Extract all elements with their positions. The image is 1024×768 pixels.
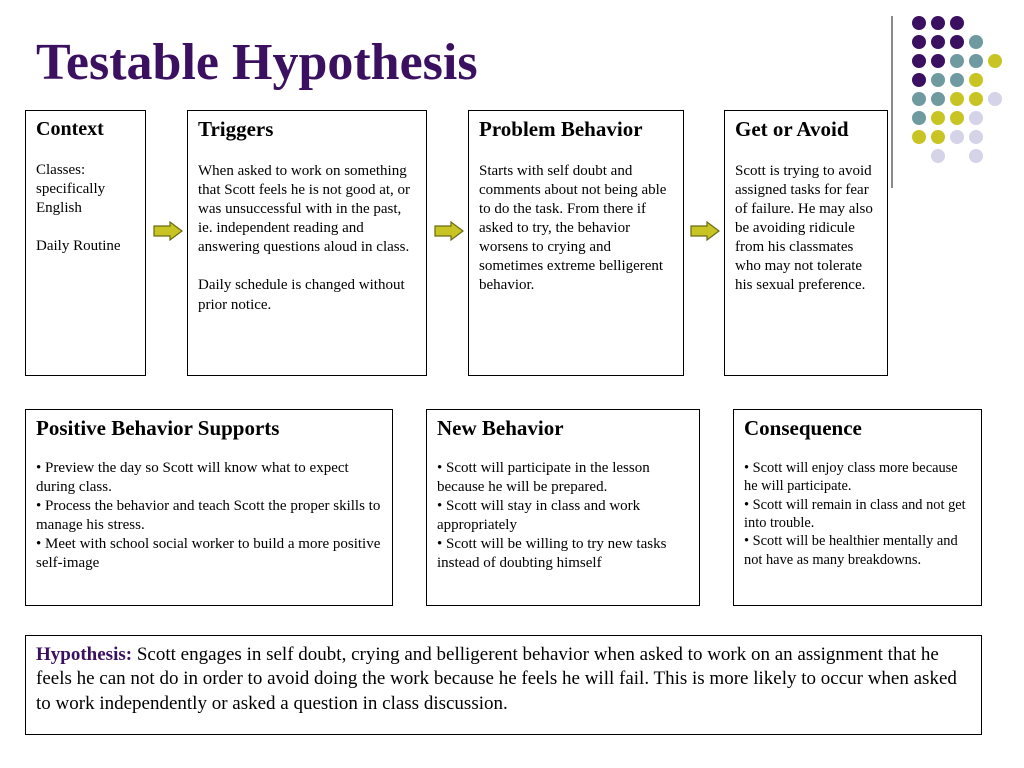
decorative-dot <box>969 149 983 163</box>
decorative-dot <box>950 73 964 87</box>
get-or-avoid-text: Scott is trying to avoid assigned tasks for fear of failure. He may also be avoiding ridicule from his classmates who may not tolerate his sexual preference. <box>735 163 873 294</box>
decorative-dot <box>912 73 926 87</box>
triggers-box <box>187 110 427 376</box>
problem-behavior-box <box>468 110 684 376</box>
decorative-dot <box>950 130 964 144</box>
positive-supports-title: Positive Behavior Supports <box>36 416 280 440</box>
decorative-dot <box>912 16 926 30</box>
decorative-dot <box>988 92 1002 106</box>
decorative-dot <box>969 54 983 68</box>
hypothesis-text: Scott engages in self doubt, crying and belligerent behavior when asked to work on an assignment that he feels he can not do in order to avoid doing the work because he feels he will fail. This is more likely to occur when asked to work independently or asked a question in class discussion. <box>36 644 957 714</box>
positive-supports-text: • Preview the day so Scott will know what to expect during class. • Process the behavior and teach Scott the proper skills to manage his stress. • Meet with school social worker to build a more positive self-image <box>36 460 381 572</box>
decorative-dot <box>912 130 926 144</box>
problem-behavior-text: Starts with self doubt and comments about not being able to do the task. From there if asked to try, the behavior worsens to crying and sometimes extreme belligerent behavior. <box>479 163 667 294</box>
hypothesis-box <box>25 635 982 735</box>
get-or-avoid-title: Get or Avoid <box>735 117 849 141</box>
triggers-text: When asked to work on something that Scott feels he is not good at, or was unsuccessful with in the past, ie. independent reading and answering questions aloud in class. Daily schedule is changed without prior notice. <box>198 163 411 313</box>
decorative-divider <box>891 16 893 188</box>
triggers-title: Triggers <box>198 117 274 141</box>
decorative-dot <box>969 130 983 144</box>
decorative-dot <box>931 54 945 68</box>
decorative-dot <box>912 35 926 49</box>
decorative-dot <box>950 92 964 106</box>
decorative-dot <box>969 92 983 106</box>
right-arrow-icon <box>690 221 720 241</box>
context-text: Classes: specifically English Daily Routine <box>36 162 121 255</box>
decorative-dot-grid <box>902 10 1012 170</box>
decorative-dot <box>912 92 926 106</box>
hypothesis-statement <box>36 643 971 716</box>
decorative-dot <box>931 111 945 125</box>
decorative-dot <box>931 92 945 106</box>
decorative-dot <box>931 149 945 163</box>
decorative-dot <box>988 54 1002 68</box>
right-arrow-icon <box>153 221 183 241</box>
new-behavior-box <box>426 409 700 606</box>
decorative-dot <box>931 16 945 30</box>
consequence-title: Consequence <box>744 416 862 440</box>
decorative-dot <box>950 35 964 49</box>
decorative-dot <box>931 35 945 49</box>
right-arrow-icon <box>434 221 464 241</box>
decorative-dot <box>950 111 964 125</box>
new-behavior-text: • Scott will participate in the lesson because he will be prepared. • Scott will stay in class and work appropriately • Scott will be willing to try new tasks instead of doubting himself <box>437 460 667 572</box>
decorative-dot <box>931 73 945 87</box>
decorative-dot <box>950 54 964 68</box>
context-box <box>25 110 146 376</box>
positive-supports-box <box>25 409 393 606</box>
page-title: Testable Hypothesis <box>36 34 478 91</box>
consequence-box <box>733 409 982 606</box>
new-behavior-title: New Behavior <box>437 416 564 440</box>
decorative-dot <box>969 111 983 125</box>
decorative-dot <box>969 35 983 49</box>
get-or-avoid-box <box>724 110 888 376</box>
problem-behavior-title: Problem Behavior <box>479 117 643 141</box>
context-title: Context <box>36 118 104 140</box>
hypothesis-label: Hypothesis: <box>36 644 133 665</box>
consequence-text: • Scott will enjoy class more because he will participate. • Scott will remain in class and not get into trouble. • Scott will be healthier mentally and not have as many breakdowns. <box>744 460 966 568</box>
decorative-dot <box>931 130 945 144</box>
decorative-dot <box>912 111 926 125</box>
decorative-dot <box>969 73 983 87</box>
decorative-dot <box>950 16 964 30</box>
decorative-dot <box>912 54 926 68</box>
